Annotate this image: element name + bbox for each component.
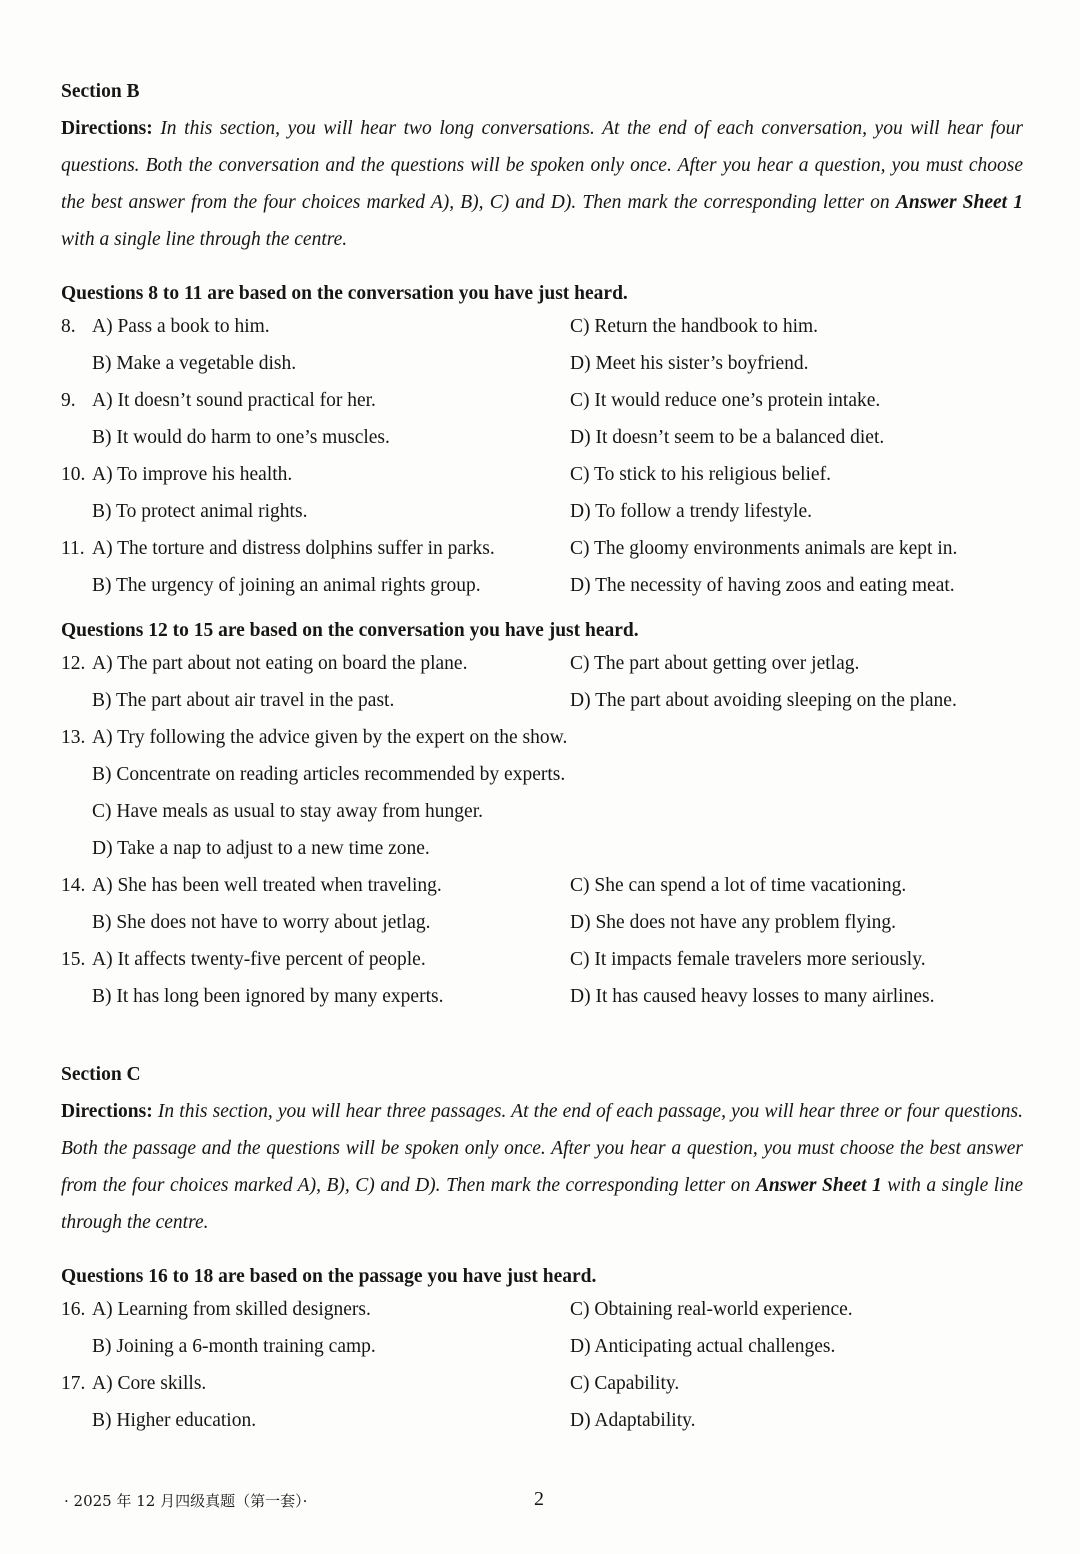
exam-page [61,78,1023,1439]
question-number: 11. [61,538,85,559]
option-b: B) Make a vegetable dish. [92,353,297,374]
directions-text: In this section, you will hear two long conversations. At the end of each conversation, you will hear four questions. Both the conversation and the questions will be spoken only once. After you hear a question, you must choose the best answer from the four choices marked A), B), C) and D). Then mark the corresponding letter on [61,118,1024,213]
option-d: D) The necessity of having zoos and eating meat. [570,575,955,596]
question-number: 12. [61,653,86,674]
option-b: B) Joining a 6-month training camp. [92,1336,376,1357]
option-b: B) It would do harm to one’s muscles. [92,427,390,448]
page-number: 2 [534,1488,544,1510]
option-a: A) Core skills. [92,1373,207,1394]
option-a: A) Pass a book to him. [92,316,270,337]
question-17 [61,1365,1023,1439]
option-c: C) The gloomy environments animals are kept in. [570,538,958,559]
page-footer [64,1490,1024,1520]
question-number: 17. [61,1373,86,1394]
option-c: C) Have meals as usual to stay away from hunger. [92,801,483,822]
question-13 [61,719,1023,867]
section-b-title: Section B [61,81,140,102]
option-b: B) Higher education. [92,1410,257,1431]
option-b: B) To protect animal rights. [92,501,308,522]
option-d: D) Anticipating actual challenges. [570,1336,836,1357]
option-b: B) Concentrate on reading articles recommended by experts. [92,764,566,785]
question-number: 13. [61,727,86,748]
option-a: A) Learning from skilled designers. [92,1299,371,1320]
question-10 [61,456,1023,530]
section-c-directions [61,1093,1023,1241]
question-group-title: Questions 12 to 15 are based on the conversation you have just heard. [61,620,639,641]
option-b: B) The part about air travel in the past. [92,690,395,711]
question-12 [61,645,1023,719]
option-c: C) It impacts female travelers more seriously. [570,949,926,970]
section-c-title: Section C [61,1064,141,1085]
option-b: B) She does not have to worry about jetlag. [92,912,431,933]
question-number: 14. [61,875,86,896]
exam-code: · 2025 年 12 月四级真题（第一套）· [64,1492,308,1510]
option-a: A) Try following the advice given by the expert on the show. [92,727,568,748]
option-b: B) It has long been ignored by many experts. [92,986,444,1007]
answer-sheet-ref: Answer Sheet 1 [755,1175,882,1196]
option-c: C) Return the handbook to him. [570,316,819,337]
question-9 [61,382,1023,456]
option-c: C) It would reduce one’s protein intake. [570,390,881,411]
directions-label: Directions: [61,1101,153,1122]
question-number: 16. [61,1299,86,1320]
question-8 [61,308,1023,382]
option-c: C) She can spend a lot of time vacationing. [570,875,907,896]
option-d: D) Take a nap to adjust to a new time zone. [92,838,430,859]
option-d: D) To follow a trendy lifestyle. [570,501,812,522]
question-14 [61,867,1023,941]
question-group-title: Questions 16 to 18 are based on the passage you have just heard. [61,1266,597,1287]
option-c: C) Obtaining real-world experience. [570,1299,853,1320]
question-number: 9. [61,390,76,411]
option-a: A) The part about not eating on board the plane. [92,653,468,674]
option-d: D) The part about avoiding sleeping on the plane. [570,690,957,711]
option-a: A) It affects twenty-five percent of people. [92,949,426,970]
option-d: D) It doesn’t seem to be a balanced diet. [570,427,885,448]
section-b-directions [61,110,1023,258]
directions-text-end: with a single line through the centre. [61,1175,1024,1233]
option-d: D) Adaptability. [570,1410,696,1431]
directions-label: Directions: [61,118,153,139]
option-b: B) The urgency of joining an animal rights group. [92,575,481,596]
directions-text-end: with a single line through the centre. [61,229,348,250]
question-number: 10. [61,464,86,485]
option-a: A) To improve his health. [92,464,293,485]
question-number: 15. [61,949,86,970]
question-group-title: Questions 8 to 11 are based on the conversation you have just heard. [61,283,628,304]
option-c: C) The part about getting over jetlag. [570,653,860,674]
option-d: D) She does not have any problem flying. [570,912,897,933]
question-11 [61,530,1023,604]
option-a: A) She has been well treated when traveling. [92,875,442,896]
option-a: A) The torture and distress dolphins suffer in parks. [92,538,495,559]
option-a: A) It doesn’t sound practical for her. [92,390,376,411]
directions-text: In this section, you will hear three passages. At the end of each passage, you will hear three or four questions. Both the passage and the questions will be spoken only once. After you hear a question, you must choose the best answer from the four choices marked A), B), C) and D). Then mark the corresponding letter on [61,1101,1024,1196]
option-d: D) Meet his sister’s boyfriend. [570,353,809,374]
question-16 [61,1291,1023,1365]
option-d: D) It has caused heavy losses to many airlines. [570,986,935,1007]
question-15 [61,941,1023,1015]
question-number: 8. [61,316,76,337]
option-c: C) Capability. [570,1373,680,1394]
answer-sheet-ref: Answer Sheet 1 [895,192,1024,213]
option-c: C) To stick to his religious belief. [570,464,831,485]
